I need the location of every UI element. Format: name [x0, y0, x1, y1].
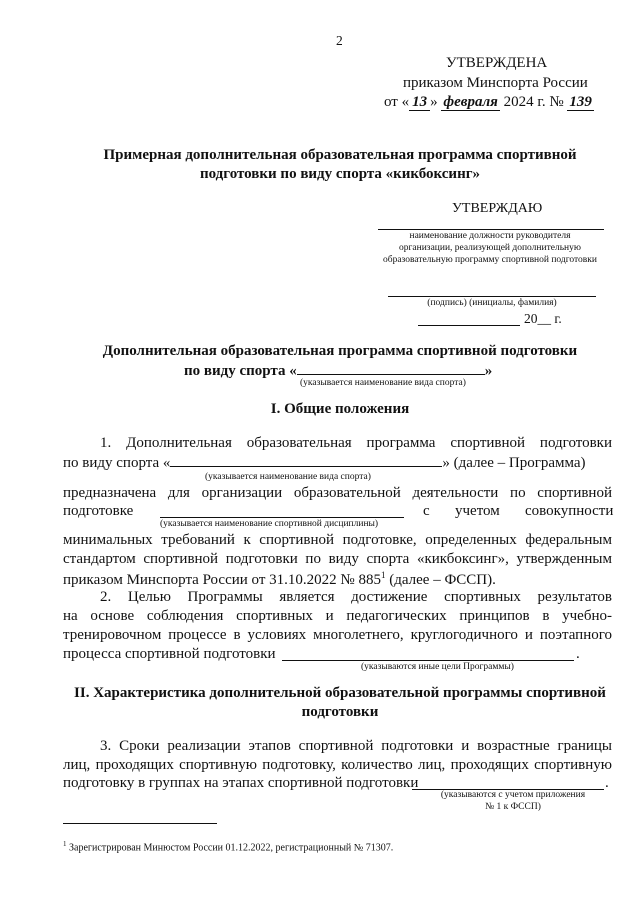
sport-name-blank — [297, 362, 485, 375]
p1-line1: 1. Дополнительная образовательная программа спортивной подготовки — [100, 435, 612, 451]
page-number: 2 — [336, 33, 343, 48]
position-caption-line1: наименование должности руководителя — [409, 231, 571, 241]
section2-heading-line2: подготовки — [301, 704, 379, 720]
p1-line4-d: совокупности — [525, 503, 614, 519]
approval-number-handwritten: 139 — [569, 94, 592, 110]
approval-order: приказом Минспорта России — [403, 75, 588, 91]
program-title-line1: Примерная дополнительная образовательная программа спортивной — [103, 147, 577, 163]
approval-title: УТВЕРЖДЕНА — [446, 55, 548, 71]
p1-line2-prefix: по виду спорта « — [63, 455, 171, 471]
footnote-text: Зарегистрирован Минюстом России 01.12.2022, регистрационный № 71307. — [66, 842, 394, 854]
doc-title-line1: Дополнительная образовательная программа спортивной подготовки — [102, 343, 578, 359]
p1-caption2: (указывается наименование спортивной дисциплины) — [160, 519, 379, 529]
p3-caption-line2: № 1 к ФССП) — [485, 802, 541, 812]
section1-heading: I. Общие положения — [270, 401, 410, 417]
p3-line2: лиц, проходящих спортивную подготовку, количество лиц, проходящих спортивную — [63, 757, 612, 773]
p1-line7-text: приказом Минспорта России от 31.10.2022 № 885 — [63, 572, 381, 588]
p1-line7-tail: (далее – ФССП). — [385, 572, 496, 588]
doc-title-suffix: » — [484, 363, 493, 379]
position-signature-line — [378, 229, 604, 230]
p1-line7 — [63, 570, 496, 589]
footnote-mark: 1 — [63, 840, 67, 848]
approve-title: УТВЕРЖДАЮ — [452, 201, 543, 216]
p1-footnote-mark: 1 — [380, 570, 386, 580]
p1-line4-c: учетом — [455, 503, 500, 519]
p3-line1: 3. Сроки реализации этапов спортивной подготовки и возрастные границы — [100, 738, 612, 754]
p2-line4-tail: . — [576, 646, 580, 662]
p2-goals-blank-line — [282, 660, 574, 661]
approval-date-prefix: от « — [384, 94, 410, 110]
p2-line1: 2. Целью Программы является достижение спортивных результатов — [100, 589, 612, 605]
discipline-blank-line — [160, 517, 404, 518]
program-title-line2: подготовки по виду спорта «кикбоксинг» — [199, 166, 481, 182]
p2-caption: (указываются иные цели Программы) — [361, 662, 514, 672]
approval-date-mid: » — [430, 94, 438, 110]
p3-line3-tail: . — [605, 775, 609, 791]
position-caption-line3: образовательную программу спортивной подготовки — [382, 255, 597, 265]
section2-heading-line1: II. Характеристика дополнительной образовательной программы спортивной — [74, 685, 606, 701]
approval-month-handwritten: февраля — [443, 94, 498, 110]
p3-line3: подготовку в группах на этапах спортивной подготовки — [63, 775, 419, 791]
p1-sport-blank — [170, 454, 442, 467]
position-caption-line2: организации, реализующей дополнительную — [399, 243, 581, 253]
footnote-separator — [63, 823, 217, 824]
p1-line4-b: с — [423, 503, 430, 519]
p2-line2: на основе соблюдения спортивных и педагогических принципов в учебно- — [63, 608, 612, 624]
p1-caption: (указывается наименование вида спорта) — [205, 472, 371, 482]
approval-day-handwritten: 13 — [409, 94, 430, 111]
date-blank-line — [418, 325, 520, 326]
p1-line2 — [63, 454, 612, 472]
doc-title-prefix: по виду спорта « — [184, 363, 297, 379]
p1-line5: минимальных требований к спортивной подготовке, определенных федеральным — [63, 532, 612, 548]
p1-line4-a: подготовке — [63, 503, 134, 519]
p2-line3: тренировочном процессе в условиях многолетнего, круглогодичного и поэтапного — [63, 627, 612, 643]
date-tail: 20__ г. — [524, 311, 562, 326]
p2-line4: процесса спортивной подготовки — [63, 646, 276, 662]
approval-date-line — [384, 94, 594, 111]
signature-line — [388, 296, 596, 297]
signature-caption: (подпись) (инициалы, фамилия) — [427, 298, 557, 308]
p1-line3: предназначена для организации образовательной деятельности по спортивной — [63, 485, 612, 501]
approval-year-text: 2024 г. № — [503, 94, 564, 110]
p3-caption-line1: (указываются с учетом приложения — [440, 790, 586, 800]
footnote — [63, 840, 393, 853]
p1-line6: стандартом спортивной подготовки по виду спорта «кикбоксинг», утвержденным — [63, 551, 612, 567]
doc-title-caption: (указывается наименование вида спорта) — [300, 378, 466, 388]
p1-line2-suffix: » (далее – Программа) — [442, 455, 586, 471]
